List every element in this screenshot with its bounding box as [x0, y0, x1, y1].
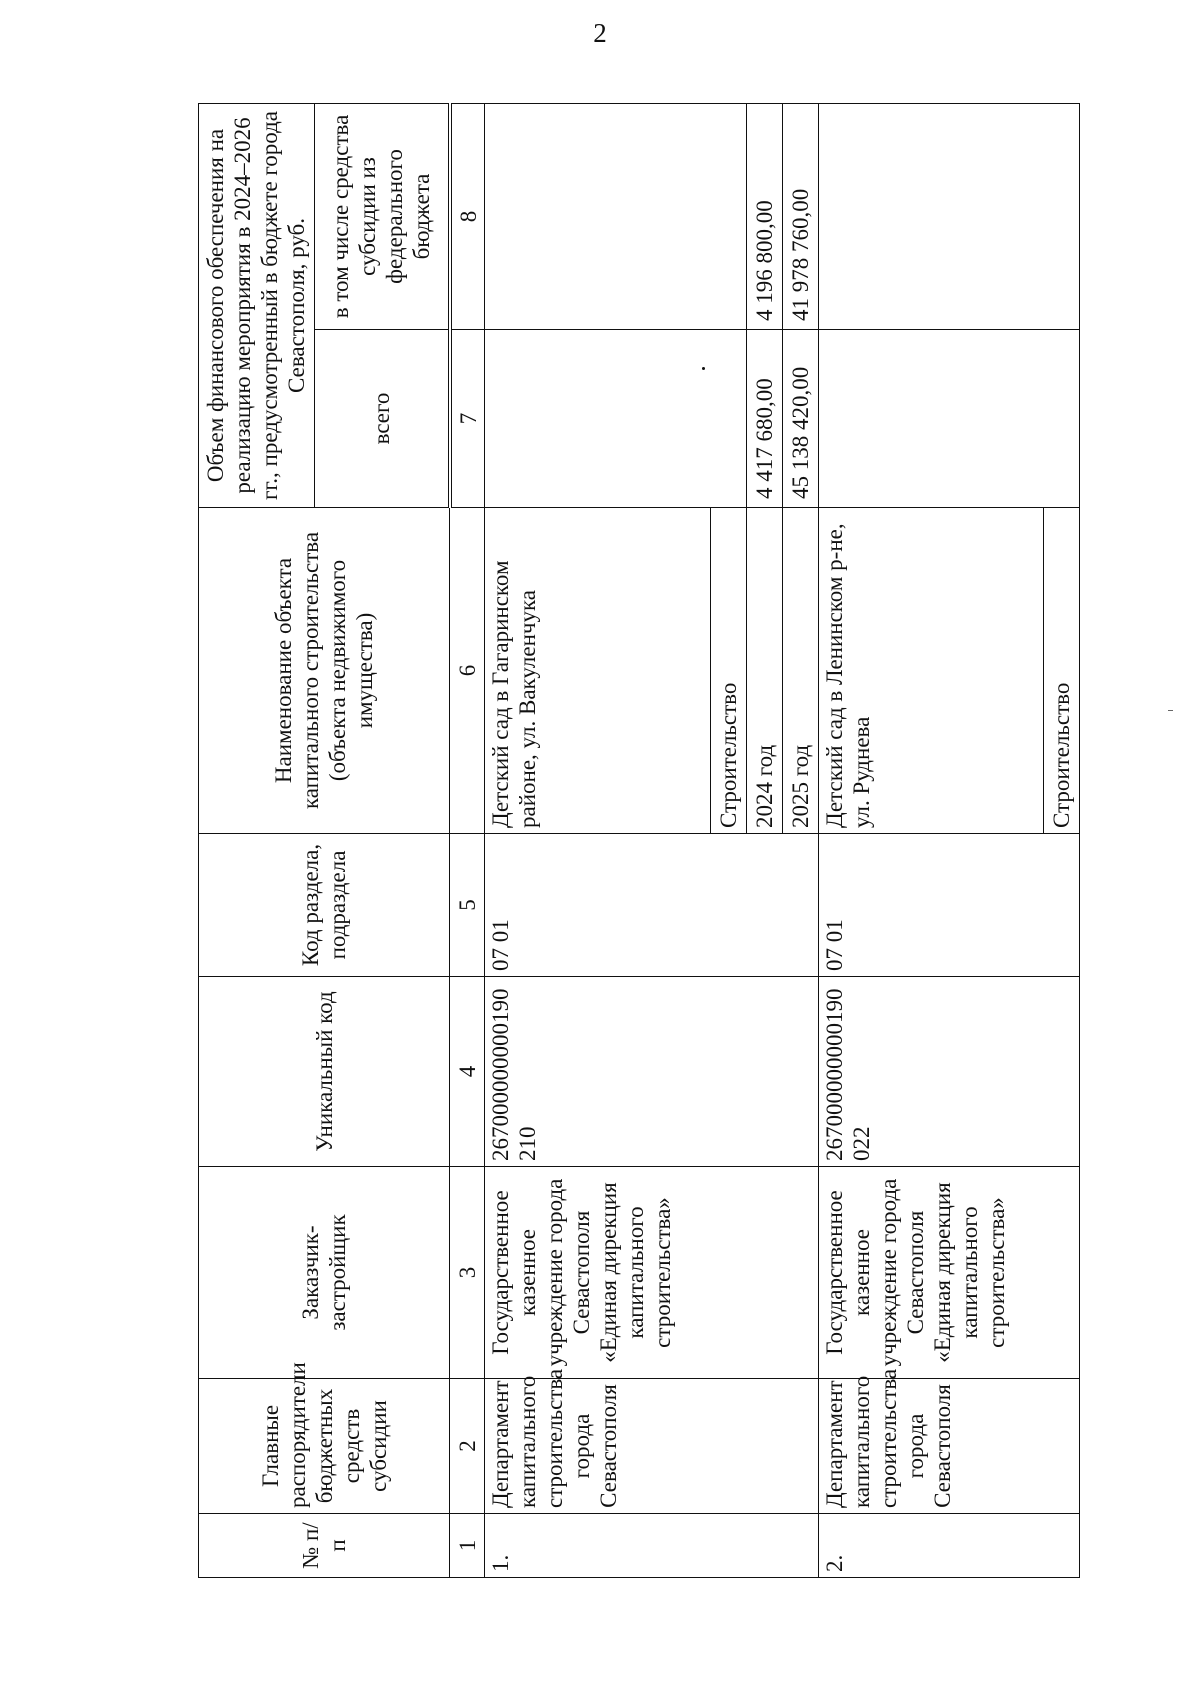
header-finance-group: Объем финансового обеспечения на реализацию мероприятия в 2024–2026 гг., предусмотренный в бюджете города Севастополя, руб. [199, 103, 315, 507]
table-row [485, 103, 711, 1577]
subrow-label: Строительство [1044, 508, 1080, 834]
section-code-cell: 07 01 [818, 834, 1079, 977]
stray-dot-mark [702, 367, 705, 370]
distributor-cell: Департамент капитального строительства города Севастополя [818, 1379, 1079, 1514]
federal-cell [818, 103, 1079, 329]
header-unique-code: Уникальный код [199, 977, 450, 1167]
row-number: 1. [485, 1514, 818, 1578]
distributor-cell: Департамент капитального строительства города Севастополя [485, 1379, 818, 1514]
section-code-cell: 07 01 [485, 834, 818, 977]
header-section-code: Код раздела, подраздела [199, 834, 450, 977]
federal-value: 4 196 800,00 [746, 103, 782, 329]
customer-cell: Государственное казенное учреждение города Севастополя «Единая дирекция капитального строительства» [818, 1167, 1079, 1379]
page-number: 2 [593, 18, 607, 48]
unique-code-cell: 267000000000190022 [818, 977, 1079, 1167]
financing-table [198, 103, 1080, 1578]
header-distributor: Главные распорядители бюджетных средств субсидии [199, 1379, 450, 1514]
rotated-table-frame [198, 104, 1080, 1578]
column-number: 5 [450, 834, 485, 977]
column-number: 2 [450, 1379, 485, 1514]
total-value: 45 138 420,00 [782, 330, 818, 508]
table-row [818, 103, 1044, 1577]
unique-code-cell: 267000000000190210 [485, 977, 818, 1167]
subrow-label: 2024 год [746, 508, 782, 834]
margin-mark [1168, 710, 1173, 711]
object-name-cell: Детский сад в Ленинском р-не, ул. Руднева [818, 508, 1044, 834]
customer-cell: Государственное казенное учреждение города Севастополя «Единая дирекция капитального строительства» [485, 1167, 818, 1379]
subrow-label: Строительство [710, 508, 746, 834]
header-customer: Заказчик-застройщик [199, 1167, 450, 1379]
column-number: 3 [450, 1167, 485, 1379]
federal-value: 41 978 760,00 [782, 103, 818, 329]
row-number: 2. [818, 1514, 1079, 1578]
header-federal: в том числе средства субсидии из федерального бюджета [314, 103, 449, 329]
total-cell [818, 330, 1079, 508]
federal-cell [485, 103, 746, 329]
header-num: № п/п [199, 1514, 450, 1578]
column-number: 6 [450, 508, 485, 834]
column-number: 4 [450, 977, 485, 1167]
header-object-name: Наименование объекта капитального строительства (объекта недвижимого имущества) [199, 508, 450, 834]
total-value: 4 417 680,00 [746, 330, 782, 508]
header-total: всего [314, 330, 449, 508]
total-cell [485, 330, 746, 508]
object-name-cell: Детский сад в Гагаринском районе, ул. Вакуленчука [485, 508, 711, 834]
subrow-label: 2025 год [782, 508, 818, 834]
column-number: 8 [450, 103, 485, 329]
column-number: 7 [450, 330, 485, 508]
column-number: 1 [450, 1514, 485, 1578]
